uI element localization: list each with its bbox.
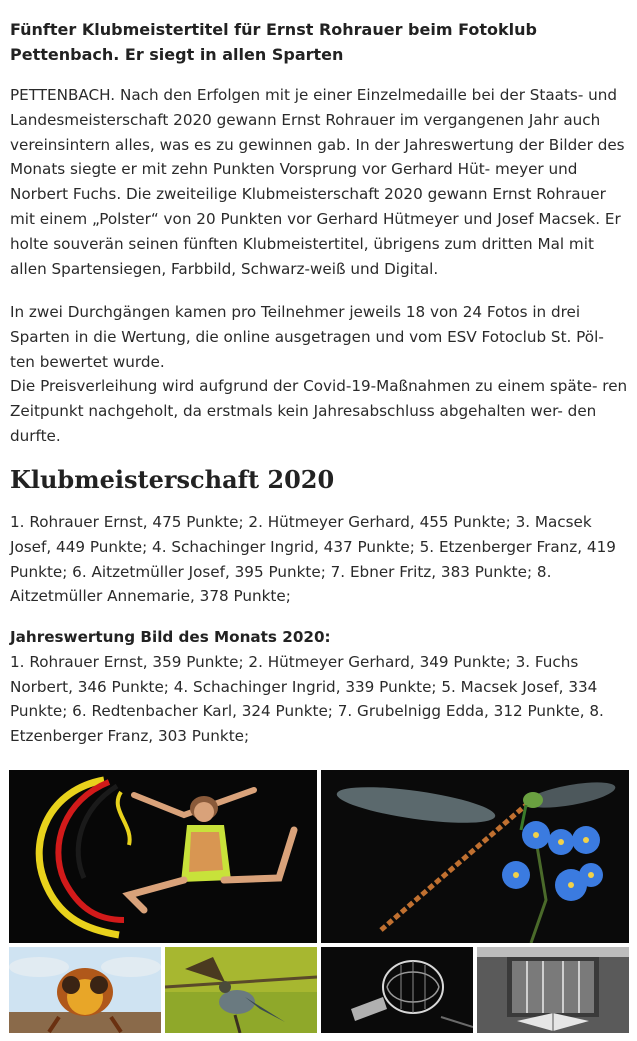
dragonfly-photo[interactable] bbox=[321, 770, 629, 943]
section-heading: Klubmeisterschaft 2020 bbox=[10, 465, 335, 494]
bird-photo[interactable] bbox=[165, 947, 317, 1033]
club-results: 1. Rohrauer Ernst, 475 Punkte; 2. Hütmeyer Gerhard, 455 Punkte; 3. Macsek Josef, 449 Punkte; 4. Schachinger Ingrid, 437 Punkte; 5. Etzenberger Franz, 419 Punkte; 6. Aitzetmüller Josef, 395 Punkte; 7. Ebner Fritz, 383 Punkte; 8. Aitzetmüller Annemarie, 378 Punkte; bbox=[10, 513, 616, 606]
yearly-results: 1. Rohrauer Ernst, 359 Punkte; 2. Hütmeyer Gerhard, 349 Punkte; 3. Fuchs Norbert, 346 Punkte; 4. Schachinger Ingrid, 339 Punkte; 5. Macsek Josef, 334 Punkte; 6. Redtenbacher Karl, 324 Punkte; 7. Grubelnigg Edda, 312 Punkte, 8. Etzenberger Franz, 303 Punkte; bbox=[10, 652, 604, 746]
gymnast-photo[interactable] bbox=[9, 770, 317, 943]
yearly-results-block bbox=[10, 625, 630, 749]
paragraph-award: Die Preisverleihung wird aufgrund der Covid-19-Maßnahmen zu einem späte- ren Zeitpunkt nachgeholt, da erstmals kein Jahresabschluss abgehalten wer- den durfte. bbox=[10, 377, 628, 445]
library-photo[interactable] bbox=[477, 947, 629, 1033]
hornet-photo[interactable] bbox=[9, 947, 161, 1033]
lightbulb-photo[interactable] bbox=[321, 947, 473, 1033]
article-paragraph-2 bbox=[10, 300, 630, 449]
yearly-results-label: Jahreswertung Bild des Monats 2020: bbox=[10, 628, 331, 646]
article-paragraph: PETTENBACH. Nach den Erfolgen mit je einer Einzelmedaille bei der Staats- und Landesmeisterschaft 2020 gewann Ernst Rohrauer im vergangenen Jahr auch vereinsintern alles, was es zu gewinnen gab. In der Jahreswertung der Bilder des Monats siegte er mit zehn Punkten Vorsprung vor Gerhard Hüt- meyer und Norbert Fuchs. Die zweiteilige Klubmeisterschaft 2020 gewann Ernst Rohrauer mit einem „Polster“ von 20 Punkten vor Gerhard Hütmeyer und Josef Macsek. Er holte souverän seinen fünften Klubmeistertitel, übrigens zum dritten Mal mit allen Spartensiegen, Farbbild, Schwarz-weiß und Digital. bbox=[10, 86, 625, 278]
article-lead: Fünfter Klubmeistertitel für Ernst Rohrauer beim Fotoklub Pettenbach. Er siegt in allen Sparten bbox=[10, 20, 537, 64]
photo-gallery bbox=[9, 770, 629, 1033]
paragraph-competition: In zwei Durchgängen kamen pro Teilnehmer jeweils 18 von 24 Fotos in drei Sparten in die Wertung, die online ausgetragen und vom ESV Fotoclub St. Pöl- ten bewertet wurde. bbox=[10, 303, 604, 371]
